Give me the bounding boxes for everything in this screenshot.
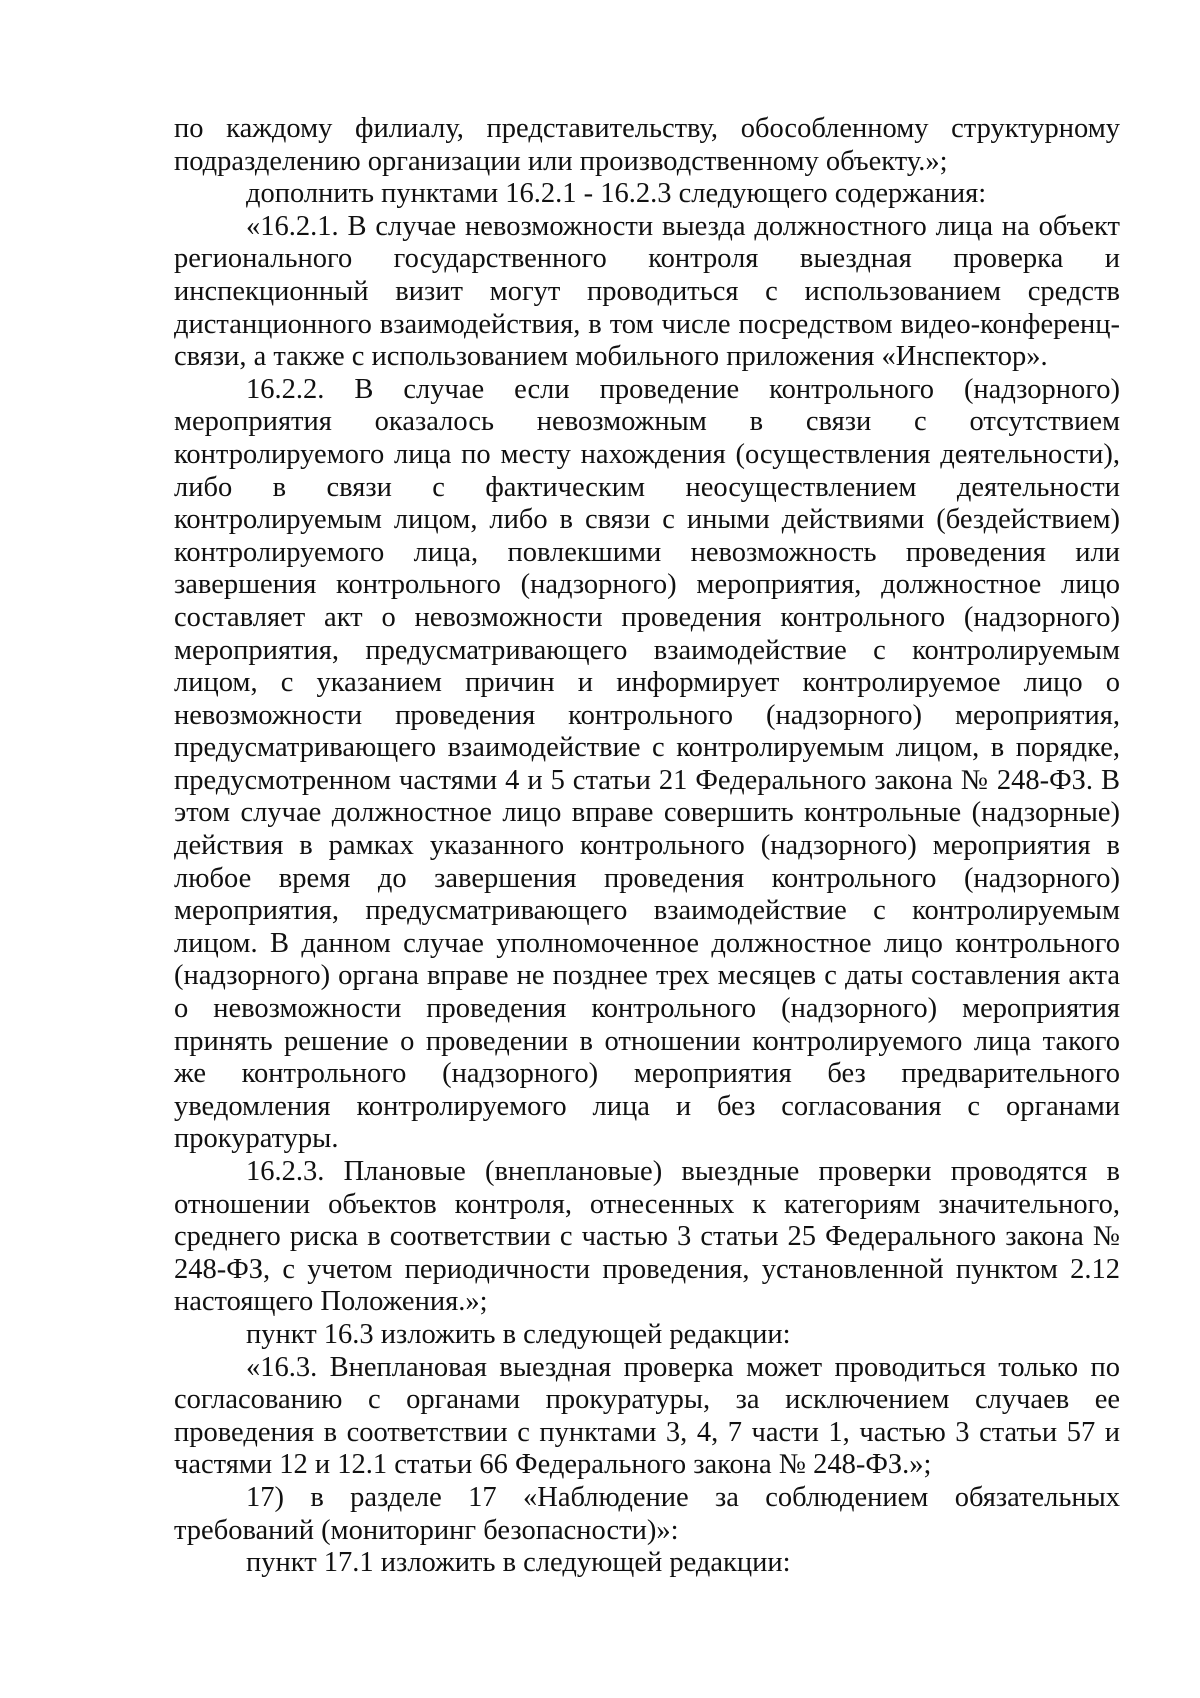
paragraph-16-3-intro: пункт 16.3 изложить в следующей редакции:: [246, 1318, 791, 1350]
paragraph-17-1-intro: пункт 17.1 изложить в следующей редакции:: [246, 1547, 791, 1579]
paragraph-16-2-3: 16.2.3. Плановые (внеплановые) выездные проверки проводятся в отношении объектов контроля, отнесенных к категориям значительного, среднего риска в соответствии с частью 3 статьи 25 Федерального закона № 248-ФЗ, с учетом периодичности проведения, установленной пунктом 2.12 настоящего Положения.»;: [174, 1156, 1120, 1318]
paragraph-16-2-1: «16.2.1. В случае невозможности выезда должностного лица на объект регионального государственного контроля выездная проверка и инспекционный визит могут проводиться с использованием средств дистанционного взаимодействия, в том числе посредством видео-конференц-связи, а также с использованием мобильного приложения «Инспектор».: [174, 210, 1120, 373]
paragraph-16-3: «16.3. Внеплановая выездная проверка может проводиться только по согласованию с органами прокуратуры, за исключением случаев ее проведения в соответствии с пунктами 3, 4, 7 части 1, частью 3 статьи 57 и частями 12 и 12.1 статьи 66 Федерального закона № 248-ФЗ.»;: [174, 1351, 1120, 1481]
paragraph-amendment-intro: дополнить пунктами 16.2.1 - 16.2.3 следующего содержания:: [246, 178, 987, 210]
paragraph-section-17: 17) в разделе 17 «Наблюдение за соблюдением обязательных требований (мониторинг безопасности)»:: [174, 1481, 1120, 1546]
paragraph-16-2-2: 16.2.2. В случае если проведение контрольного (надзорного) мероприятия оказалось невозможным в связи с отсутствием контролируемого лица по месту нахождения (осуществления деятельности), либо в связи с фактическим неосуществлением деятельности контролируемым лицом, либо в связи с иными действиями (бездействием) контролируемого лица, повлекшими невозможность проведения или завершения контрольного (надзорного) мероприятия, должностное лицо составляет акт о невозможности проведения контрольного (надзорного) мероприятия, предусматривающего взаимодействие с контролируемым лицом, с указанием причин и информирует контролируемое лицо о невозможности проведения контрольного (надзорного) мероприятия, предусматривающего взаимодействие с контролируемым лицом, в порядке, предусмотренном частями 4 и 5 статьи 21 Федерального закона № 248-ФЗ. В этом случае должностное лицо вправе совершить контрольные (надзорные) действия в рамках указанного контрольного (надзорного) мероприятия в любое время до завершения проведения контрольного (надзорного) мероприятия, предусматривающего взаимодействие с контролируемым лицом. В данном случае уполномоченное должностное лицо контрольного (надзорного) органа вправе не позднее трех месяцев с даты составления акта о невозможности проведения контрольного (надзорного) мероприятия принять решение о проведении в отношении контролируемого лица такого же контрольного (надзорного) мероприятия без предварительного уведомления контролируемого лица и без согласования с органами прокуратуры.: [174, 373, 1120, 1155]
document-page: [174, 113, 1120, 1580]
paragraph-continuation: по каждому филиалу, представительству, обособленному структурному подразделению организации или производственному объекту.»;: [174, 113, 1120, 177]
